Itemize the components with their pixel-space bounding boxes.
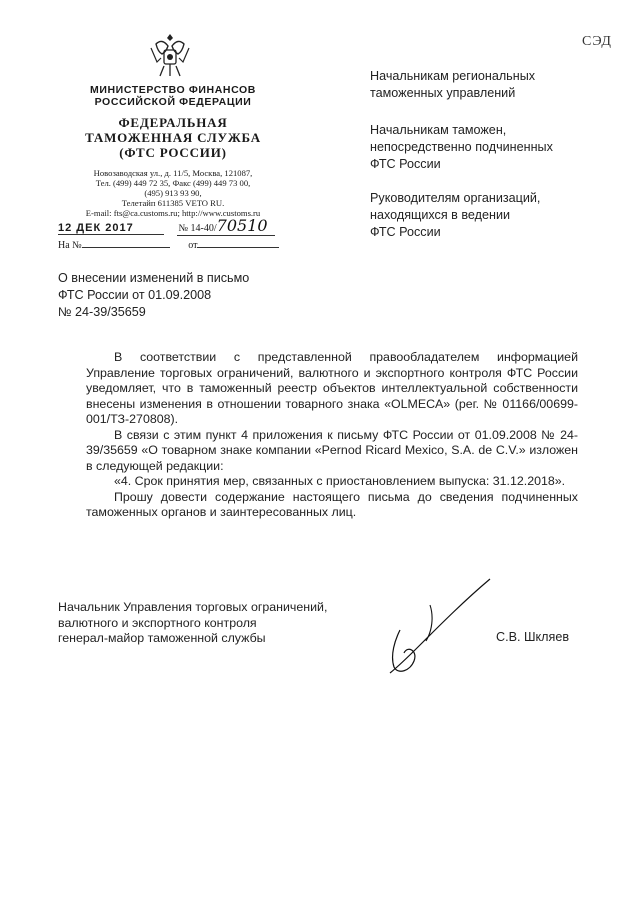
reply-reference-line (58, 240, 279, 251)
recipient-block-customs: Начальникам таможен, непосредственно подчиненных ФТС России (370, 123, 553, 171)
handwritten-signature (370, 575, 500, 680)
body-paragraph: В соответствии с представленной правообладателем информацией Управление торговых ограничений, валютного и экспортного контроля ФТС России уведомляет, что в таможенный реестр объектов интеллектуальной собственности внесены изменения в отношении товарного знака «OLMECA» (рег. № 01166/00699-001/ТЗ-270808). (86, 350, 578, 426)
reply-date-label: от (188, 240, 198, 251)
signer-name: С.В. Шкляев (496, 630, 570, 644)
letter-body (86, 350, 578, 521)
body-paragraph: В связи с этим пункт 4 приложения к письму ФТС России от 01.09.2008 № 24-39/35659 «О товарном знаке компании «Pernod Ricard Mexico, S.A. de C.V.» изложен в следующей редакции: (86, 427, 578, 473)
coat-of-arms-emblem (148, 30, 192, 80)
ministry-name: МИНИСТЕРСТВО ФИНАНСОВ РОССИЙСКОЙ ФЕДЕРАЦИИ (90, 84, 256, 108)
contact-details: Новозаводская ул., д. 11/5, Москва, 121087, Тел. (499) 449 72 35, Факс (499) 449 73 00, (495) 913 93 90, Телетайп 611385 VETO RU. E-mail: fts@ca.customs.ru; http://www.customs.ru (85, 168, 261, 218)
document-system-mark: СЭД (582, 34, 612, 49)
sender-header (58, 84, 288, 218)
body-paragraph: Прошу довести содержание настоящего письма до сведения подчиненных таможенных органов и заинтересованных лиц. (86, 489, 578, 519)
registration-number: № 14-40/70510 (177, 223, 275, 234)
service-name: ФЕДЕРАЛЬНАЯ ТАМОЖЕННАЯ СЛУЖБА (ФТС РОССИИ) (85, 115, 261, 160)
body-paragraph: «4. Срок принятия мер, связанных с приостановлением выпуска: 31.12.2018». (114, 474, 566, 488)
recipient-block-regional: Начальникам региональных таможенных управлений (370, 69, 536, 100)
recipient-block-organizations: Руководителям организаций, находящихся в ведении ФТС России (370, 191, 541, 239)
handwritten-number: 70510 (216, 216, 268, 235)
reply-number-label: На № (58, 240, 82, 251)
letter-subject: О внесении изменений в письмо ФТС России от 01.09.2008 № 24-39/35659 (58, 271, 250, 319)
registration-date: 12 ДЕК 2017 (58, 222, 164, 235)
signer-position: Начальник Управления торговых ограничений, валютного и экспортного контроля генерал-майор таможенной службы (58, 600, 328, 645)
registration-line (58, 216, 275, 236)
